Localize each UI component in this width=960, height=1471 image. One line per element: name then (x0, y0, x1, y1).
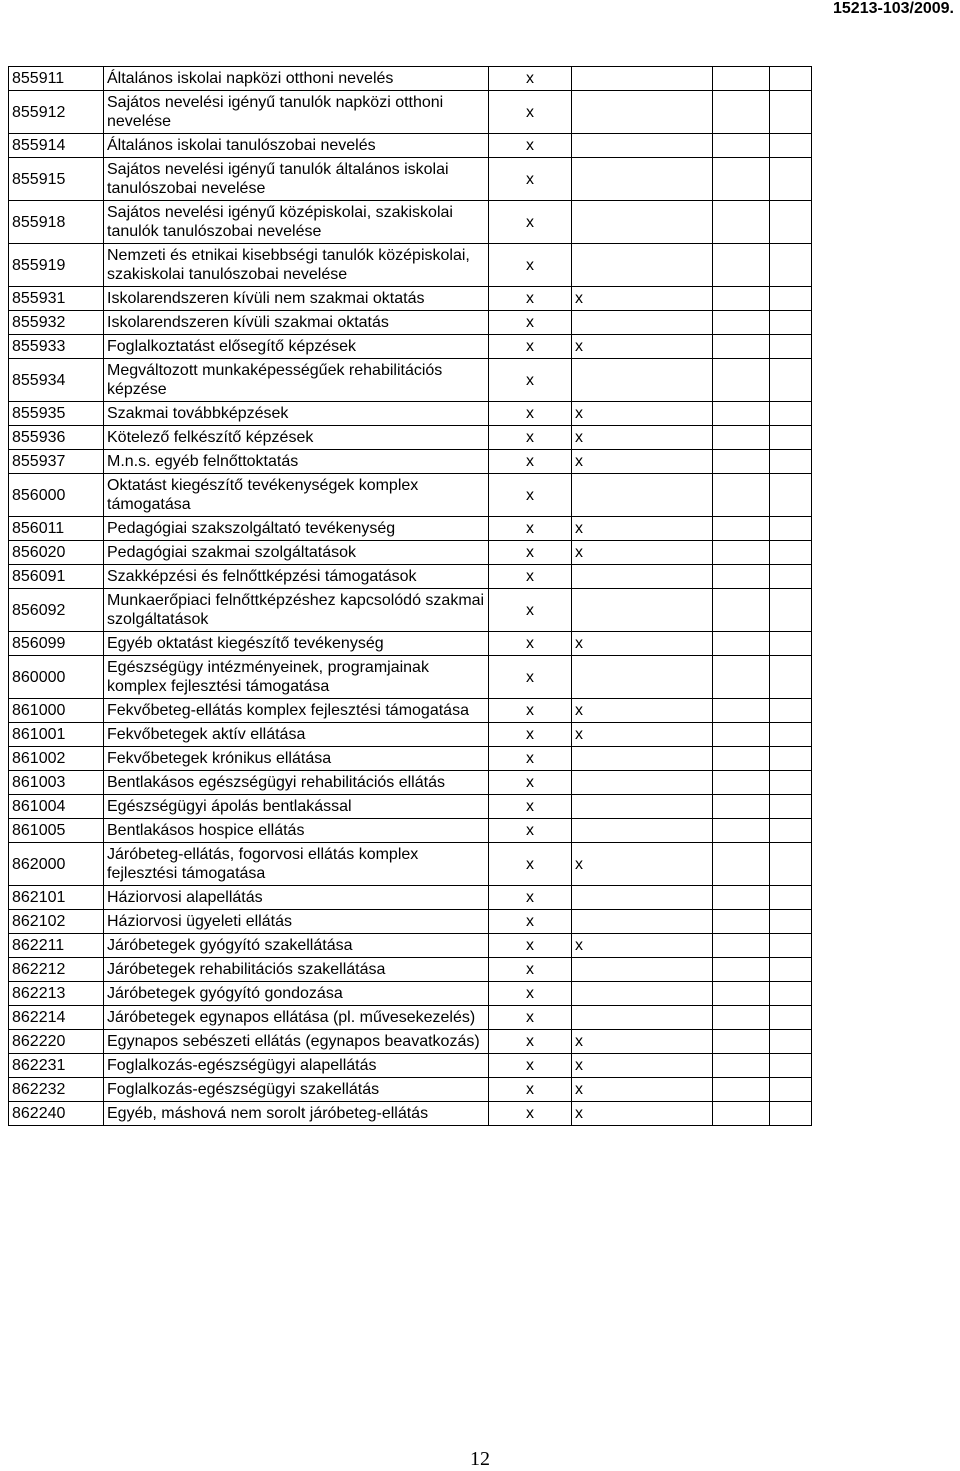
description-cell: Egyéb, máshová nem sorolt járóbeteg-ellátás (104, 1102, 489, 1126)
description-cell: Sajátos nevelési igényű tanulók általános iskolai tanulószobai nevelése (104, 158, 489, 201)
mark-cell-2 (572, 244, 713, 287)
mark-cell-4 (770, 541, 812, 565)
description-cell: Járóbetegek rehabilitációs szakellátása (104, 958, 489, 982)
table-row (9, 426, 812, 450)
description-cell: Egyéb oktatást kiegészítő tevékenység (104, 632, 489, 656)
document-id: 15213-103/2009. (833, 0, 954, 17)
table-row (9, 632, 812, 656)
mark-cell-3 (713, 426, 770, 450)
mark-cell-3 (713, 910, 770, 934)
code-cell: 862232 (9, 1078, 104, 1102)
table-row (9, 541, 812, 565)
mark-cell-4 (770, 843, 812, 886)
mark-cell-4 (770, 656, 812, 699)
mark-cell-3 (713, 886, 770, 910)
mark-cell-2: x (572, 1102, 713, 1126)
code-cell: 862240 (9, 1102, 104, 1126)
mark-cell-2 (572, 886, 713, 910)
table-row (9, 565, 812, 589)
mark-cell-1: x (489, 450, 572, 474)
mark-cell-2: x (572, 632, 713, 656)
mark-cell-2: x (572, 287, 713, 311)
description-cell: Megváltozott munkaképességűek rehabilitációs képzése (104, 359, 489, 402)
mark-cell-2 (572, 134, 713, 158)
mark-cell-1: x (489, 795, 572, 819)
mark-cell-4 (770, 1078, 812, 1102)
code-cell: 855934 (9, 359, 104, 402)
mark-cell-2 (572, 474, 713, 517)
mark-cell-3 (713, 91, 770, 134)
mark-cell-1: x (489, 134, 572, 158)
code-cell: 861001 (9, 723, 104, 747)
table-row (9, 1054, 812, 1078)
table-row (9, 287, 812, 311)
mark-cell-1: x (489, 1078, 572, 1102)
mark-cell-3 (713, 244, 770, 287)
mark-cell-1: x (489, 1006, 572, 1030)
mark-cell-1: x (489, 1030, 572, 1054)
mark-cell-1: x (489, 910, 572, 934)
mark-cell-1: x (489, 474, 572, 517)
mark-cell-3 (713, 474, 770, 517)
code-cell: 855937 (9, 450, 104, 474)
description-cell: Pedagógiai szakmai szolgáltatások (104, 541, 489, 565)
table-row (9, 934, 812, 958)
mark-cell-4 (770, 795, 812, 819)
mark-cell-2: x (572, 426, 713, 450)
code-cell: 855933 (9, 335, 104, 359)
description-cell: Háziorvosi ügyeleti ellátás (104, 910, 489, 934)
mark-cell-1: x (489, 958, 572, 982)
description-cell: Foglalkozás-egészségügyi alapellátás (104, 1054, 489, 1078)
code-cell: 862211 (9, 934, 104, 958)
table-row (9, 517, 812, 541)
description-cell: Munkaerőpiaci felnőttképzéshez kapcsolódó szakmai szolgáltatások (104, 589, 489, 632)
code-cell: 861003 (9, 771, 104, 795)
code-cell: 855936 (9, 426, 104, 450)
mark-cell-2 (572, 67, 713, 91)
mark-cell-4 (770, 474, 812, 517)
table-row (9, 910, 812, 934)
description-cell: Járóbetegek egynapos ellátása (pl. művesekezelés) (104, 1006, 489, 1030)
description-cell: Szakmai továbbképzések (104, 402, 489, 426)
table-row (9, 474, 812, 517)
mark-cell-1: x (489, 886, 572, 910)
mark-cell-4 (770, 402, 812, 426)
code-cell: 861004 (9, 795, 104, 819)
mark-cell-3 (713, 158, 770, 201)
mark-cell-3 (713, 1030, 770, 1054)
table-row (9, 982, 812, 1006)
table-row (9, 1078, 812, 1102)
activity-code-table (8, 66, 812, 1126)
mark-cell-1: x (489, 699, 572, 723)
mark-cell-4 (770, 1030, 812, 1054)
mark-cell-3 (713, 67, 770, 91)
code-cell: 862102 (9, 910, 104, 934)
mark-cell-4 (770, 910, 812, 934)
description-cell: Szakképzési és felnőttképzési támogatások (104, 565, 489, 589)
mark-cell-4 (770, 450, 812, 474)
description-cell: Foglalkozás-egészségügyi szakellátás (104, 1078, 489, 1102)
mark-cell-1: x (489, 1054, 572, 1078)
mark-cell-2: x (572, 1078, 713, 1102)
mark-cell-3 (713, 565, 770, 589)
description-cell: Fekvőbeteg-ellátás komplex fejlesztési támogatása (104, 699, 489, 723)
code-cell: 856099 (9, 632, 104, 656)
mark-cell-4 (770, 91, 812, 134)
code-cell: 862220 (9, 1030, 104, 1054)
mark-cell-3 (713, 747, 770, 771)
description-cell: Foglalkoztatást elősegítő képzések (104, 335, 489, 359)
code-cell: 862212 (9, 958, 104, 982)
description-cell: Kötelező felkészítő képzések (104, 426, 489, 450)
mark-cell-2 (572, 747, 713, 771)
mark-cell-3 (713, 1054, 770, 1078)
table-row (9, 723, 812, 747)
table-row (9, 795, 812, 819)
mark-cell-4 (770, 67, 812, 91)
description-cell: Oktatást kiegészítő tevékenységek komplex támogatása (104, 474, 489, 517)
mark-cell-4 (770, 565, 812, 589)
mark-cell-2 (572, 311, 713, 335)
mark-cell-3 (713, 632, 770, 656)
table-row (9, 1006, 812, 1030)
description-cell: Fekvőbetegek krónikus ellátása (104, 747, 489, 771)
description-cell: Bentlakásos egészségügyi rehabilitációs ellátás (104, 771, 489, 795)
table-row (9, 1030, 812, 1054)
mark-cell-3 (713, 934, 770, 958)
mark-cell-3 (713, 982, 770, 1006)
mark-cell-4 (770, 982, 812, 1006)
mark-cell-4 (770, 287, 812, 311)
code-cell: 862213 (9, 982, 104, 1006)
mark-cell-3 (713, 1006, 770, 1030)
code-cell: 862214 (9, 1006, 104, 1030)
table-row (9, 67, 812, 91)
mark-cell-2 (572, 589, 713, 632)
code-cell: 855932 (9, 311, 104, 335)
mark-cell-2: x (572, 541, 713, 565)
table-row (9, 771, 812, 795)
code-cell: 856020 (9, 541, 104, 565)
mark-cell-2 (572, 958, 713, 982)
table-row (9, 699, 812, 723)
mark-cell-3 (713, 656, 770, 699)
mark-cell-2: x (572, 843, 713, 886)
table-row (9, 359, 812, 402)
description-cell: Háziorvosi alapellátás (104, 886, 489, 910)
table-row (9, 244, 812, 287)
mark-cell-3 (713, 699, 770, 723)
table-row (9, 958, 812, 982)
mark-cell-4 (770, 134, 812, 158)
mark-cell-3 (713, 402, 770, 426)
mark-cell-2 (572, 910, 713, 934)
mark-cell-3 (713, 541, 770, 565)
description-cell: Általános iskolai tanulószobai nevelés (104, 134, 489, 158)
mark-cell-2: x (572, 1054, 713, 1078)
mark-cell-3 (713, 517, 770, 541)
code-cell: 855931 (9, 287, 104, 311)
mark-cell-3 (713, 450, 770, 474)
mark-cell-2: x (572, 699, 713, 723)
mark-cell-2 (572, 1006, 713, 1030)
mark-cell-1: x (489, 656, 572, 699)
mark-cell-4 (770, 335, 812, 359)
description-cell: M.n.s. egyéb felnőttoktatás (104, 450, 489, 474)
mark-cell-1: x (489, 589, 572, 632)
mark-cell-1: x (489, 982, 572, 1006)
mark-cell-3 (713, 287, 770, 311)
description-cell: Egészségügy intézményeinek, programjainak komplex fejlesztési támogatása (104, 656, 489, 699)
code-cell: 861002 (9, 747, 104, 771)
mark-cell-1: x (489, 723, 572, 747)
mark-cell-2: x (572, 1030, 713, 1054)
description-cell: Iskolarendszeren kívüli szakmai oktatás (104, 311, 489, 335)
description-cell: Bentlakásos hospice ellátás (104, 819, 489, 843)
description-cell: Általános iskolai napközi otthoni nevelés (104, 67, 489, 91)
description-cell: Járóbetegek gyógyító szakellátása (104, 934, 489, 958)
code-cell: 855918 (9, 201, 104, 244)
mark-cell-3 (713, 311, 770, 335)
mark-cell-4 (770, 1006, 812, 1030)
mark-cell-3 (713, 843, 770, 886)
mark-cell-3 (713, 1078, 770, 1102)
code-cell: 856000 (9, 474, 104, 517)
table-row (9, 134, 812, 158)
mark-cell-4 (770, 1102, 812, 1126)
mark-cell-4 (770, 886, 812, 910)
page-number: 12 (470, 1448, 490, 1470)
description-cell: Járóbetegek gyógyító gondozása (104, 982, 489, 1006)
code-cell: 855914 (9, 134, 104, 158)
mark-cell-1: x (489, 934, 572, 958)
mark-cell-1: x (489, 1102, 572, 1126)
mark-cell-1: x (489, 747, 572, 771)
description-cell: Egészségügyi ápolás bentlakással (104, 795, 489, 819)
mark-cell-2 (572, 771, 713, 795)
table-row (9, 1102, 812, 1126)
table-row (9, 335, 812, 359)
mark-cell-2: x (572, 335, 713, 359)
code-cell: 861005 (9, 819, 104, 843)
mark-cell-4 (770, 589, 812, 632)
table-row (9, 450, 812, 474)
code-cell: 855911 (9, 67, 104, 91)
mark-cell-3 (713, 359, 770, 402)
mark-cell-3 (713, 958, 770, 982)
mark-cell-1: x (489, 771, 572, 795)
code-cell: 855935 (9, 402, 104, 426)
mark-cell-4 (770, 723, 812, 747)
description-cell: Járóbeteg-ellátás, fogorvosi ellátás komplex fejlesztési támogatása (104, 843, 489, 886)
mark-cell-3 (713, 1102, 770, 1126)
table-row (9, 91, 812, 134)
mark-cell-2: x (572, 723, 713, 747)
code-cell: 862000 (9, 843, 104, 886)
code-cell: 856092 (9, 589, 104, 632)
table-row (9, 158, 812, 201)
code-cell: 862231 (9, 1054, 104, 1078)
table-row (9, 589, 812, 632)
mark-cell-2: x (572, 517, 713, 541)
code-cell: 861000 (9, 699, 104, 723)
description-cell: Sajátos nevelési igényű tanulók napközi otthoni nevelése (104, 91, 489, 134)
table-row (9, 656, 812, 699)
table-body (9, 67, 812, 1126)
code-cell: 855912 (9, 91, 104, 134)
mark-cell-4 (770, 1054, 812, 1078)
code-cell: 855919 (9, 244, 104, 287)
mark-cell-3 (713, 771, 770, 795)
mark-cell-2 (572, 201, 713, 244)
code-cell: 856091 (9, 565, 104, 589)
code-cell: 862101 (9, 886, 104, 910)
mark-cell-1: x (489, 565, 572, 589)
mark-cell-1: x (489, 158, 572, 201)
description-cell: Nemzeti és etnikai kisebbségi tanulók középiskolai, szakiskolai tanulószobai nevelése (104, 244, 489, 287)
mark-cell-4 (770, 819, 812, 843)
mark-cell-4 (770, 747, 812, 771)
mark-cell-1: x (489, 335, 572, 359)
mark-cell-4 (770, 517, 812, 541)
mark-cell-3 (713, 723, 770, 747)
mark-cell-1: x (489, 541, 572, 565)
mark-cell-4 (770, 771, 812, 795)
mark-cell-4 (770, 699, 812, 723)
mark-cell-2 (572, 656, 713, 699)
mark-cell-3 (713, 201, 770, 244)
code-cell: 860000 (9, 656, 104, 699)
mark-cell-1: x (489, 287, 572, 311)
table-row (9, 747, 812, 771)
mark-cell-2 (572, 982, 713, 1006)
mark-cell-1: x (489, 67, 572, 91)
table-row (9, 311, 812, 335)
description-cell: Egynapos sebészeti ellátás (egynapos beavatkozás) (104, 1030, 489, 1054)
description-cell: Fekvőbetegek aktív ellátása (104, 723, 489, 747)
table-row (9, 886, 812, 910)
code-cell: 856011 (9, 517, 104, 541)
mark-cell-2 (572, 819, 713, 843)
mark-cell-4 (770, 359, 812, 402)
mark-cell-4 (770, 311, 812, 335)
mark-cell-1: x (489, 632, 572, 656)
mark-cell-3 (713, 819, 770, 843)
mark-cell-2 (572, 359, 713, 402)
mark-cell-3 (713, 134, 770, 158)
mark-cell-1: x (489, 311, 572, 335)
mark-cell-2 (572, 565, 713, 589)
mark-cell-2 (572, 158, 713, 201)
mark-cell-1: x (489, 843, 572, 886)
description-cell: Iskolarendszeren kívüli nem szakmai oktatás (104, 287, 489, 311)
table-row (9, 402, 812, 426)
mark-cell-2 (572, 91, 713, 134)
mark-cell-4 (770, 201, 812, 244)
mark-cell-3 (713, 795, 770, 819)
code-cell: 855915 (9, 158, 104, 201)
mark-cell-1: x (489, 517, 572, 541)
mark-cell-4 (770, 158, 812, 201)
mark-cell-1: x (489, 402, 572, 426)
mark-cell-4 (770, 934, 812, 958)
mark-cell-2 (572, 795, 713, 819)
mark-cell-1: x (489, 819, 572, 843)
mark-cell-2: x (572, 402, 713, 426)
mark-cell-3 (713, 335, 770, 359)
mark-cell-4 (770, 426, 812, 450)
mark-cell-1: x (489, 244, 572, 287)
mark-cell-1: x (489, 359, 572, 402)
mark-cell-4 (770, 244, 812, 287)
table-row (9, 819, 812, 843)
description-cell: Sajátos nevelési igényű középiskolai, szakiskolai tanulók tanulószobai nevelése (104, 201, 489, 244)
mark-cell-2: x (572, 934, 713, 958)
mark-cell-4 (770, 958, 812, 982)
mark-cell-4 (770, 632, 812, 656)
mark-cell-1: x (489, 91, 572, 134)
mark-cell-1: x (489, 201, 572, 244)
mark-cell-2: x (572, 450, 713, 474)
mark-cell-3 (713, 589, 770, 632)
mark-cell-1: x (489, 426, 572, 450)
table-row (9, 201, 812, 244)
description-cell: Pedagógiai szakszolgáltató tevékenység (104, 517, 489, 541)
table-row (9, 843, 812, 886)
